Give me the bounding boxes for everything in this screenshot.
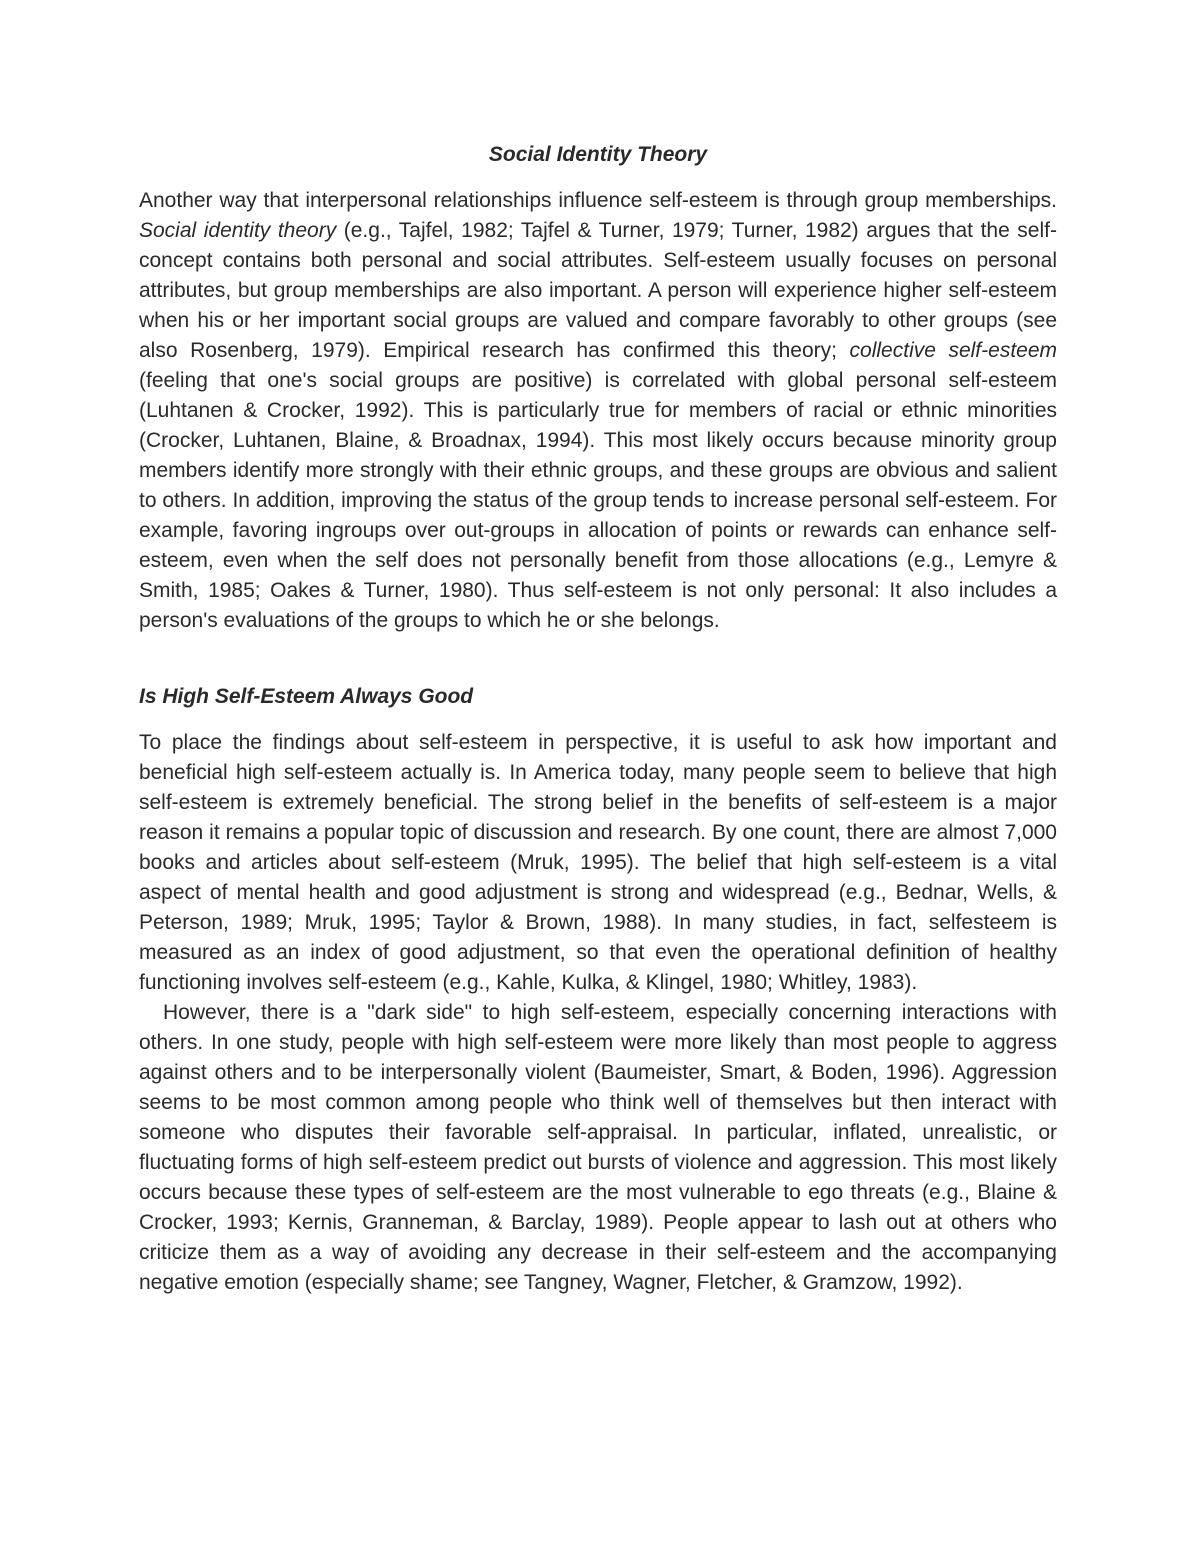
paragraph-high-self-esteem-2: However, there is a "dark side" to high self-esteem, especially concerning interactions with others. In one study, people with high self-esteem were more likely than most people to aggress against others and to be interpersonally violent (Baumeister, Smart, & Boden, 1996). Aggression seems to be most common among people who think well of themselves but then interact with someone who disputes their favorable self-appraisal. In particular, inflated, unrealistic, or fluctuating forms of high self-esteem predict out bursts of violence and aggression. This most likely occurs because these types of self-esteem are the most vulnerable to ego threats (e.g., Blaine & Crocker, 1993; Kernis, Granneman, & Barclay, 1989). People appear to lash out at others who criticize them as a way of avoiding any decrease in their self-esteem and the accompanying negative emotion (especially shame; see Tangney, Wagner, Fletcher, & Gramzow, 1992). — [139, 1001, 1057, 1294]
paragraph-text: Another way that interpersonal relationships influence self-esteem is through group memberships. — [139, 189, 1057, 212]
paragraph-text: (feeling that one's social groups are positive) is correlated with global personal self-esteem (Luhtanen & Crocker, 1992). This is particularly true for members of racial or ethnic minorities (Crocker, Luhtanen, Blaine, & Broadnax, 1994). This most likely occurs because minority group members identify more strongly with their ethnic groups, and these groups are obvious and salient to others. In addition, improving the status of the group tends to increase personal self-esteem. For example, favoring ingroups over out-groups in allocation of points or rewards can enhance self-esteem, even when the self does not personally benefit from those allocations (e.g., Lemyre & Smith, 1985; Oakes & Turner, 1980). Thus self-esteem is not only personal: It also includes a person's evaluations of the groups to which he or she belongs. — [139, 369, 1057, 632]
document-body — [139, 140, 1057, 1298]
section-title-social-identity-theory: Social Identity Theory — [488, 143, 708, 166]
paragraph-text: (e.g., Tajfel, 1982; Tajfel & Turner, 1979; Turner, 1982) argues that the self-concept contains both personal and social attributes. Self-esteem usually focuses on personal attributes, but group memberships are also important. A person will experience higher self-esteem when his or her important social groups are valued and compare favorably to other groups (see also Rosenberg, 1979). Empirical research has confirmed this theory; — [139, 219, 1057, 362]
paragraph-high-self-esteem-1: To place the findings about self-esteem in perspective, it is useful to ask how important and beneficial high self-esteem actually is. In America today, many people seem to believe that high self-esteem is extremely beneficial. The strong belief in the benefits of self-esteem is a major reason it remains a popular topic of discussion and research. By one count, there are almost 7,000 books and articles about self-esteem (Mruk, 1995). The belief that high self-esteem is a vital aspect of mental health and good adjustment is strong and widespread (e.g., Bednar, Wells, & Peterson, 1989; Mruk, 1995; Taylor & Brown, 1988). In many studies, in fact, selfesteem is measured as an index of good adjustment, so that even the operational definition of healthy functioning involves self-esteem (e.g., Kahle, Kulka, & Klingel, 1980; Whitley, 1983). — [139, 731, 1057, 994]
section-title-high-self-esteem: Is High Self-Esteem Always Good — [139, 685, 474, 708]
term-collective-self-esteem: collective self-esteem — [849, 339, 1057, 362]
paragraph-social-identity — [139, 186, 1057, 636]
term-social-identity-theory: Social identity theory — [139, 219, 337, 242]
